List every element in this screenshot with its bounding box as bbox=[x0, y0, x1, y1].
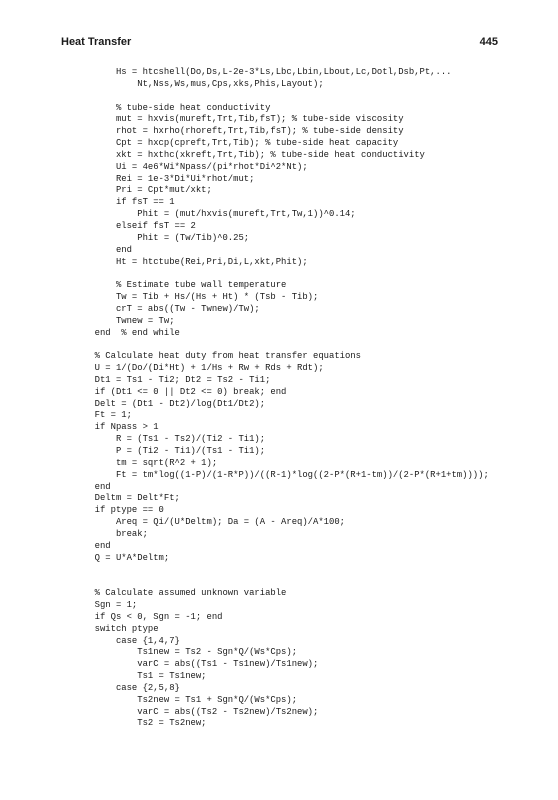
code-line: case {2,5,8} bbox=[84, 682, 180, 693]
code-line bbox=[84, 91, 544, 103]
code-line bbox=[84, 339, 544, 351]
code-line: Tw = Tib + Hs/(Hs + Ht) * (Tsb - Tib); bbox=[84, 292, 319, 303]
code-line: Delt = (Dt1 - Dt2)/log(Dt1/Dt2); bbox=[84, 398, 266, 409]
page-number: 445 bbox=[479, 36, 498, 48]
code-line: if Npass > 1 bbox=[84, 422, 159, 433]
code-line: % tube-side heat conductivity bbox=[84, 102, 271, 113]
code-line: Ui = 4e6*Wi*Npass/(pi*rhot*Di^2*Nt); bbox=[84, 161, 308, 172]
code-line: Phit = (mut/hxvis(mureft,Trt,Tw,1))^0.14; bbox=[84, 209, 356, 220]
code-line: end bbox=[84, 244, 132, 255]
code-line: Dt1 = Ts1 - Ti2; Dt2 = Ts2 - Ti1; bbox=[84, 374, 271, 385]
code-line: Nt,Nss,Ws,mus,Cps,xks,Phis,Layout); bbox=[84, 78, 324, 89]
code-line: Ts2 = Ts2new; bbox=[84, 718, 207, 729]
code-line: if ptype == 0 bbox=[84, 505, 164, 516]
code-line: Ht = htctube(Rei,Pri,Di,L,xkt,Phit); bbox=[84, 256, 308, 267]
code-line: end % end while bbox=[84, 327, 180, 338]
code-line bbox=[84, 564, 544, 576]
code-line: U = 1/(Do/(Di*Ht) + 1/Hs + Rw + Rds + Rdt); bbox=[84, 363, 324, 374]
code-line: Ts1 = Ts1new; bbox=[84, 671, 207, 682]
code-line: varC = abs((Ts1 - Ts1new)/Ts1new); bbox=[84, 659, 319, 670]
code-line: if (Dt1 <= 0 || Dt2 <= 0) break; end bbox=[84, 386, 287, 397]
running-header bbox=[61, 35, 498, 51]
code-line: if fsT == 1 bbox=[84, 197, 175, 208]
code-line: switch ptype bbox=[84, 623, 159, 634]
code-line: mut = hxvis(mureft,Trt,Tib,fsT); % tube-side viscosity bbox=[84, 114, 404, 125]
code-line: Twnew = Tw; bbox=[84, 315, 175, 326]
code-line: Deltm = Delt*Ft; bbox=[84, 493, 180, 504]
code-line: Sgn = 1; bbox=[84, 599, 138, 610]
code-line: R = (Ts1 - Ts2)/(Ti2 - Ti1); bbox=[84, 434, 266, 445]
code-line: % Estimate tube wall temperature bbox=[84, 280, 287, 291]
code-line: varC = abs((Ts2 - Ts2new)/Ts2new); bbox=[84, 706, 319, 717]
code-line: P = (Ti2 - Ti1)/(Ts1 - Ti1); bbox=[84, 446, 266, 456]
code-line bbox=[84, 576, 544, 588]
code-line: end bbox=[84, 540, 111, 551]
code-line: crT = abs((Tw - Twnew)/Tw); bbox=[84, 303, 260, 314]
code-line: rhot = hxrho(rhoreft,Trt,Tib,fsT); % tube-side density bbox=[84, 126, 404, 137]
code-line: case {1,4,7} bbox=[84, 635, 180, 646]
code-line: Phit = (Tw/Tib)^0.25; bbox=[84, 232, 250, 243]
code-line: break; bbox=[84, 528, 148, 539]
code-line: xkt = hxthc(xkreft,Trt,Tib); % tube-side heat conductivity bbox=[84, 149, 425, 160]
code-line: Ts1new = Ts2 - Sgn*Q/(Ws*Cps); bbox=[84, 647, 298, 658]
code-line: if Qs < 0, Sgn = -1; end bbox=[84, 611, 223, 622]
code-line: Rei = 1e-3*Di*Ui*rhot/mut; bbox=[84, 173, 255, 184]
code-line: Areq = Qi/(U*Deltm); Da = (A - Areq)/A*100; bbox=[84, 517, 345, 528]
code-line: Hs = htcshell(Do,Ds,L-2e-3*Ls,Lbc,Lbin,Lbout,Lc,Dotl,Dsb,Pt,... bbox=[84, 67, 452, 77]
code-line: Cpt = hxcp(cpreft,Trt,Tib); % tube-side heat capacity bbox=[84, 138, 399, 149]
code-line: % Calculate heat duty from heat transfer equations bbox=[84, 351, 361, 362]
code-line: Q = U*A*Deltm; bbox=[84, 552, 170, 563]
code-line: Ts2new = Ts1 + Sgn*Q/(Ws*Cps); bbox=[84, 694, 298, 705]
running-title: Heat Transfer bbox=[61, 36, 132, 48]
code-listing bbox=[84, 67, 544, 730]
code-line: tm = sqrt(R^2 + 1); bbox=[84, 457, 218, 468]
code-line: elseif fsT == 2 bbox=[84, 220, 196, 231]
code-line: end bbox=[84, 481, 111, 492]
code-line: Ft = 1; bbox=[84, 410, 132, 421]
code-line: % Calculate assumed unknown variable bbox=[84, 588, 287, 599]
code-line: Ft = tm*log((1-P)/(1-R*P))/((R-1)*log((2-P*(R+1-tm))/(2-P*(R+1+tm)))); bbox=[84, 469, 489, 480]
code-line: Pri = Cpt*mut/xkt; bbox=[84, 185, 212, 196]
code-line bbox=[84, 268, 544, 280]
